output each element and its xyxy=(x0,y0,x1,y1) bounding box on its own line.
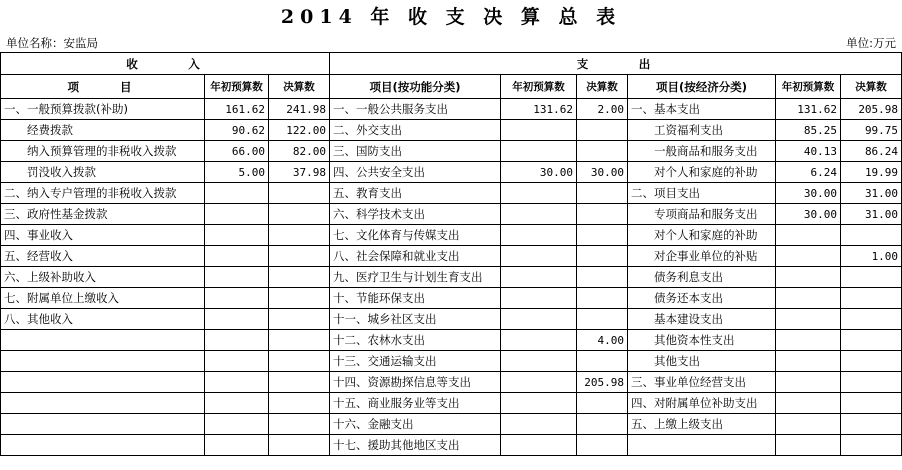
econ-final-cell[interactable]: 1.00 xyxy=(841,246,902,267)
func-item-cell[interactable]: 十一、城乡社区支出 xyxy=(330,309,501,330)
func-budget-cell[interactable] xyxy=(501,435,577,456)
table-row xyxy=(1,204,902,225)
econ-item-cell[interactable] xyxy=(628,435,776,456)
func-final-cell[interactable] xyxy=(577,393,628,414)
income-final-cell[interactable] xyxy=(269,225,330,246)
final-header[interactable]: 决算数 xyxy=(577,75,628,99)
income-final-cell[interactable] xyxy=(269,204,330,225)
income-item-cell[interactable]: 三、政府性基金拨款 xyxy=(1,204,205,225)
budget-table xyxy=(0,52,902,456)
income-budget-cell[interactable] xyxy=(205,351,269,372)
econ-final-cell[interactable]: 86.24 xyxy=(841,141,902,162)
func-item-cell[interactable]: 十、节能环保支出 xyxy=(330,288,501,309)
table-row xyxy=(1,246,902,267)
income-final-cell[interactable] xyxy=(269,267,330,288)
econ-final-cell[interactable] xyxy=(841,288,902,309)
func-final-cell[interactable]: 30.00 xyxy=(577,162,628,183)
income-final-cell[interactable] xyxy=(269,393,330,414)
income-budget-cell[interactable] xyxy=(205,183,269,204)
income-item-cell[interactable] xyxy=(1,414,205,435)
func-final-cell[interactable] xyxy=(577,414,628,435)
income-item-cell[interactable]: 罚没收入拨款 xyxy=(1,162,205,183)
func-final-cell[interactable]: 4.00 xyxy=(577,330,628,351)
func-final-cell[interactable] xyxy=(577,204,628,225)
func-final-cell[interactable] xyxy=(577,435,628,456)
func-item-cell[interactable]: 十六、金融支出 xyxy=(330,414,501,435)
income-budget-cell[interactable]: 66.00 xyxy=(205,141,269,162)
econ-budget-cell[interactable]: 85.25 xyxy=(776,120,841,141)
func-final-cell[interactable] xyxy=(577,120,628,141)
econ-final-cell[interactable]: 31.00 xyxy=(841,204,902,225)
func-budget-cell[interactable] xyxy=(501,267,577,288)
report-title: 2014 年 收 支 决 算 总 表 xyxy=(280,6,622,28)
table-body xyxy=(1,99,902,456)
func-budget-cell[interactable] xyxy=(501,246,577,267)
econ-budget-cell[interactable]: 30.00 xyxy=(776,183,841,204)
income-item-cell[interactable]: 一、一般预算拨款(补助) xyxy=(1,99,205,120)
income-final-cell[interactable]: 82.00 xyxy=(269,141,330,162)
econ-budget-cell[interactable] xyxy=(776,288,841,309)
budget-header[interactable]: 年初预算数 xyxy=(501,75,577,99)
income-item-cell[interactable]: 五、经营收入 xyxy=(1,246,205,267)
func-item-cell[interactable]: 五、教育支出 xyxy=(330,183,501,204)
income-item-cell[interactable] xyxy=(1,372,205,393)
func-item-cell[interactable]: 三、国防支出 xyxy=(330,141,501,162)
income-final-cell[interactable] xyxy=(269,435,330,456)
table-row xyxy=(1,141,902,162)
func-budget-cell[interactable] xyxy=(501,330,577,351)
header-row-1 xyxy=(1,53,902,75)
econ-final-cell[interactable] xyxy=(841,267,902,288)
income-item-cell[interactable] xyxy=(1,330,205,351)
table-row xyxy=(1,309,902,330)
econ-budget-cell[interactable] xyxy=(776,330,841,351)
econ-final-cell[interactable] xyxy=(841,393,902,414)
econ-item-cell[interactable]: 对个人和家庭的补助 xyxy=(628,225,776,246)
income-final-cell[interactable] xyxy=(269,372,330,393)
func-final-cell[interactable] xyxy=(577,246,628,267)
func-item-cell[interactable]: 十三、交通运输支出 xyxy=(330,351,501,372)
income-budget-cell[interactable] xyxy=(205,288,269,309)
econ-item-cell[interactable]: 其他资本性支出 xyxy=(628,330,776,351)
econ-final-cell[interactable] xyxy=(841,330,902,351)
income-budget-cell[interactable]: 5.00 xyxy=(205,162,269,183)
income-final-cell[interactable] xyxy=(269,309,330,330)
expense-header[interactable]: 支 出 xyxy=(330,53,902,75)
func-budget-cell[interactable] xyxy=(501,120,577,141)
income-item-cell[interactable]: 四、事业收入 xyxy=(1,225,205,246)
income-item-cell[interactable]: 七、附属单位上缴收入 xyxy=(1,288,205,309)
econ-budget-cell[interactable] xyxy=(776,393,841,414)
func-item-cell[interactable]: 二、外交支出 xyxy=(330,120,501,141)
unit-cell[interactable]: 单位:万元 xyxy=(846,36,896,50)
func-budget-cell[interactable] xyxy=(501,141,577,162)
econ-budget-cell[interactable] xyxy=(776,351,841,372)
table-row xyxy=(1,183,902,204)
func-final-cell[interactable] xyxy=(577,183,628,204)
income-header[interactable]: 收 入 xyxy=(1,53,330,75)
income-final-cell[interactable]: 37.98 xyxy=(269,162,330,183)
econ-item-cell[interactable]: 基本建设支出 xyxy=(628,309,776,330)
income-budget-cell[interactable] xyxy=(205,267,269,288)
income-item-cell[interactable]: 二、纳入专户管理的非税收入拨款 xyxy=(1,183,205,204)
econ-item-cell[interactable]: 债务利息支出 xyxy=(628,267,776,288)
econ-budget-cell[interactable] xyxy=(776,267,841,288)
func-final-cell[interactable] xyxy=(577,351,628,372)
income-item-cell[interactable] xyxy=(1,351,205,372)
budget-header[interactable]: 年初预算数 xyxy=(205,75,269,99)
func-budget-cell[interactable] xyxy=(501,351,577,372)
func-final-cell[interactable]: 2.00 xyxy=(577,99,628,120)
income-final-cell[interactable] xyxy=(269,414,330,435)
econ-budget-cell[interactable]: 30.00 xyxy=(776,204,841,225)
income-budget-cell[interactable] xyxy=(205,372,269,393)
income-item-cell[interactable]: 六、上级补助收入 xyxy=(1,267,205,288)
econ-final-cell[interactable] xyxy=(841,372,902,393)
func-item-cell[interactable]: 一、一般公共服务支出 xyxy=(330,99,501,120)
header-row-2 xyxy=(1,75,902,99)
func-budget-cell[interactable] xyxy=(501,288,577,309)
income-final-cell[interactable] xyxy=(269,351,330,372)
econ-item-cell[interactable]: 专项商品和服务支出 xyxy=(628,204,776,225)
final-header[interactable]: 决算数 xyxy=(269,75,330,99)
table-row xyxy=(1,414,902,435)
func-final-cell[interactable] xyxy=(577,141,628,162)
econ-item-cell[interactable]: 一、基本支出 xyxy=(628,99,776,120)
income-budget-cell[interactable] xyxy=(205,435,269,456)
table-row xyxy=(1,372,902,393)
table-row xyxy=(1,393,902,414)
econ-final-cell[interactable]: 99.75 xyxy=(841,120,902,141)
income-budget-cell[interactable] xyxy=(205,330,269,351)
econ-final-cell[interactable] xyxy=(841,414,902,435)
econ-budget-cell[interactable]: 6.24 xyxy=(776,162,841,183)
income-budget-cell[interactable] xyxy=(205,246,269,267)
func-item-cell[interactable]: 十七、援助其他地区支出 xyxy=(330,435,501,456)
income-final-cell[interactable] xyxy=(269,288,330,309)
func-budget-cell[interactable] xyxy=(501,204,577,225)
func-budget-cell[interactable] xyxy=(501,225,577,246)
econ-item-cell[interactable]: 二、项目支出 xyxy=(628,183,776,204)
income-budget-cell[interactable]: 161.62 xyxy=(205,99,269,120)
func-budget-cell[interactable] xyxy=(501,309,577,330)
table-row xyxy=(1,99,902,120)
table-row xyxy=(1,351,902,372)
budget-header[interactable]: 年初预算数 xyxy=(776,75,841,99)
func-final-cell[interactable] xyxy=(577,288,628,309)
func-final-cell[interactable] xyxy=(577,309,628,330)
income-budget-cell[interactable] xyxy=(205,225,269,246)
econ-item-cell[interactable]: 五、上缴上级支出 xyxy=(628,414,776,435)
econ-final-cell[interactable] xyxy=(841,351,902,372)
func-budget-cell[interactable] xyxy=(501,372,577,393)
func-item-cell[interactable]: 十五、商业服务业等支出 xyxy=(330,393,501,414)
econ-item-cell[interactable]: 三、事业单位经营支出 xyxy=(628,372,776,393)
econ-budget-cell[interactable] xyxy=(776,309,841,330)
final-header[interactable]: 决算数 xyxy=(841,75,902,99)
income-item-cell[interactable]: 纳入预算管理的非税收入拨款 xyxy=(1,141,205,162)
econ-budget-cell[interactable] xyxy=(776,225,841,246)
econ-item-cell[interactable]: 工资福利支出 xyxy=(628,120,776,141)
income-final-cell[interactable]: 241.98 xyxy=(269,99,330,120)
econ-budget-cell[interactable]: 131.62 xyxy=(776,99,841,120)
income-final-cell[interactable]: 122.00 xyxy=(269,120,330,141)
econ-final-cell[interactable] xyxy=(841,225,902,246)
econ-budget-cell[interactable] xyxy=(776,414,841,435)
func-budget-cell[interactable] xyxy=(501,183,577,204)
econ-final-cell[interactable]: 31.00 xyxy=(841,183,902,204)
func-item-cell[interactable]: 十二、农林水支出 xyxy=(330,330,501,351)
income-final-cell[interactable] xyxy=(269,183,330,204)
econ-budget-cell[interactable] xyxy=(776,372,841,393)
income-budget-cell[interactable] xyxy=(205,393,269,414)
func-item-cell[interactable]: 六、科学技术支出 xyxy=(330,204,501,225)
econ-item-cell[interactable]: 一般商品和服务支出 xyxy=(628,141,776,162)
func-item-cell[interactable]: 七、文化体育与传媒支出 xyxy=(330,225,501,246)
econ-item-cell[interactable]: 四、对附属单位补助支出 xyxy=(628,393,776,414)
func-final-cell[interactable] xyxy=(577,225,628,246)
table-row xyxy=(1,288,902,309)
func-item-cell[interactable]: 十四、资源勘探信息等支出 xyxy=(330,372,501,393)
econ-item-cell[interactable]: 其他支出 xyxy=(628,351,776,372)
income-budget-cell[interactable] xyxy=(205,414,269,435)
econ-item-cell[interactable]: 债务还本支出 xyxy=(628,288,776,309)
func-item-cell[interactable]: 四、公共安全支出 xyxy=(330,162,501,183)
econ-budget-cell[interactable] xyxy=(776,246,841,267)
income-final-cell[interactable] xyxy=(269,246,330,267)
econ-item-cell[interactable]: 对个人和家庭的补助 xyxy=(628,162,776,183)
table-row xyxy=(1,435,902,456)
econ-item-header[interactable]: 项目(按经济分类) xyxy=(628,75,776,99)
func-budget-cell[interactable] xyxy=(501,393,577,414)
econ-item-cell[interactable]: 对企事业单位的补贴 xyxy=(628,246,776,267)
econ-budget-cell[interactable]: 40.13 xyxy=(776,141,841,162)
table-row xyxy=(1,120,902,141)
income-budget-cell[interactable] xyxy=(205,309,269,330)
econ-final-cell[interactable] xyxy=(841,309,902,330)
func-item-cell[interactable]: 九、医疗卫生与计划生育支出 xyxy=(330,267,501,288)
func-item-header[interactable]: 项目(按功能分类) xyxy=(330,75,501,99)
func-final-cell[interactable] xyxy=(577,267,628,288)
econ-budget-cell[interactable] xyxy=(776,435,841,456)
table-row xyxy=(1,267,902,288)
income-final-cell[interactable] xyxy=(269,330,330,351)
income-item-cell[interactable]: 经费拨款 xyxy=(1,120,205,141)
econ-final-cell[interactable]: 205.98 xyxy=(841,99,902,120)
func-final-cell[interactable]: 205.98 xyxy=(577,372,628,393)
income-budget-cell[interactable] xyxy=(205,204,269,225)
func-budget-cell[interactable] xyxy=(501,414,577,435)
income-item-cell[interactable] xyxy=(1,435,205,456)
func-budget-cell[interactable]: 131.62 xyxy=(501,99,577,120)
func-item-cell[interactable]: 八、社会保障和就业支出 xyxy=(330,246,501,267)
income-budget-cell[interactable]: 90.62 xyxy=(205,120,269,141)
unit-name-cell[interactable]: 单位名称：安监局 xyxy=(6,36,98,50)
item-header[interactable]: 项 目 xyxy=(1,75,205,99)
table-row xyxy=(1,162,902,183)
func-budget-cell[interactable]: 30.00 xyxy=(501,162,577,183)
table-row xyxy=(1,330,902,351)
econ-final-cell[interactable]: 19.99 xyxy=(841,162,902,183)
income-item-cell[interactable]: 八、其他收入 xyxy=(1,309,205,330)
econ-final-cell[interactable] xyxy=(841,435,902,456)
table-row xyxy=(1,225,902,246)
income-item-cell[interactable] xyxy=(1,393,205,414)
